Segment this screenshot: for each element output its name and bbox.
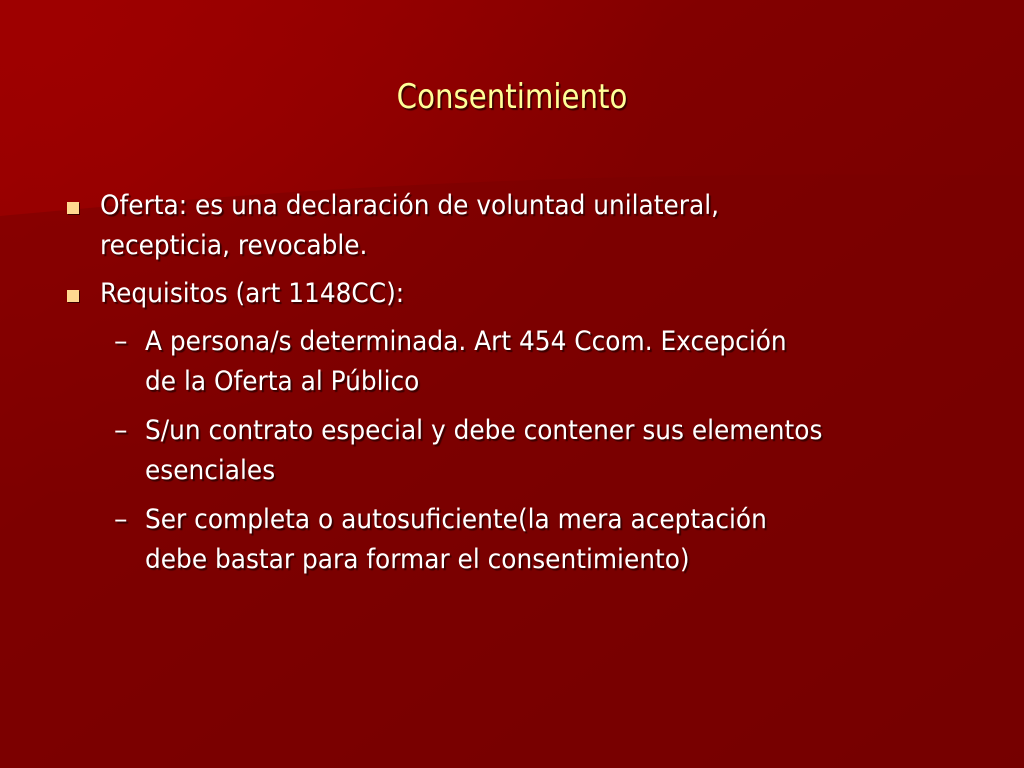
square-bullet-icon xyxy=(67,202,79,214)
sub-bullet-text-line: A persona/s determinada. Art 454 Ccom. Excepción xyxy=(145,326,787,357)
dash-bullet-icon: – xyxy=(114,326,128,357)
sub-bullet-text-line: Ser completa o autosuficiente(la mera aceptación xyxy=(145,504,767,535)
dash-bullet-icon: – xyxy=(114,415,128,446)
sub-bullet-text-line: S/un contrato especial y debe contener sus elementos xyxy=(145,415,823,446)
slide-body xyxy=(64,186,984,589)
sub-bullet-text-line: debe bastar para formar el consentimiento) xyxy=(145,544,690,575)
bullet-text-line: recepticia, revocable. xyxy=(100,230,368,261)
bullet-requisitos xyxy=(64,274,984,314)
sub-bullet-text-line: esenciales xyxy=(145,455,276,486)
sub-bullet-text-line: de la Oferta al Público xyxy=(145,366,420,397)
bullet-text-line: Oferta: es una declaración de voluntad unilateral, xyxy=(100,190,720,221)
square-bullet-icon xyxy=(67,290,79,302)
slide-title: Consentimiento xyxy=(396,77,628,117)
sub-bullet-contrato xyxy=(64,411,984,491)
sub-bullet-persona xyxy=(64,322,984,402)
sub-bullet-completa xyxy=(64,500,984,580)
bullet-oferta xyxy=(64,186,984,266)
dash-bullet-icon: – xyxy=(114,504,128,535)
bullet-text-line: Requisitos (art 1148CC): xyxy=(100,278,405,309)
